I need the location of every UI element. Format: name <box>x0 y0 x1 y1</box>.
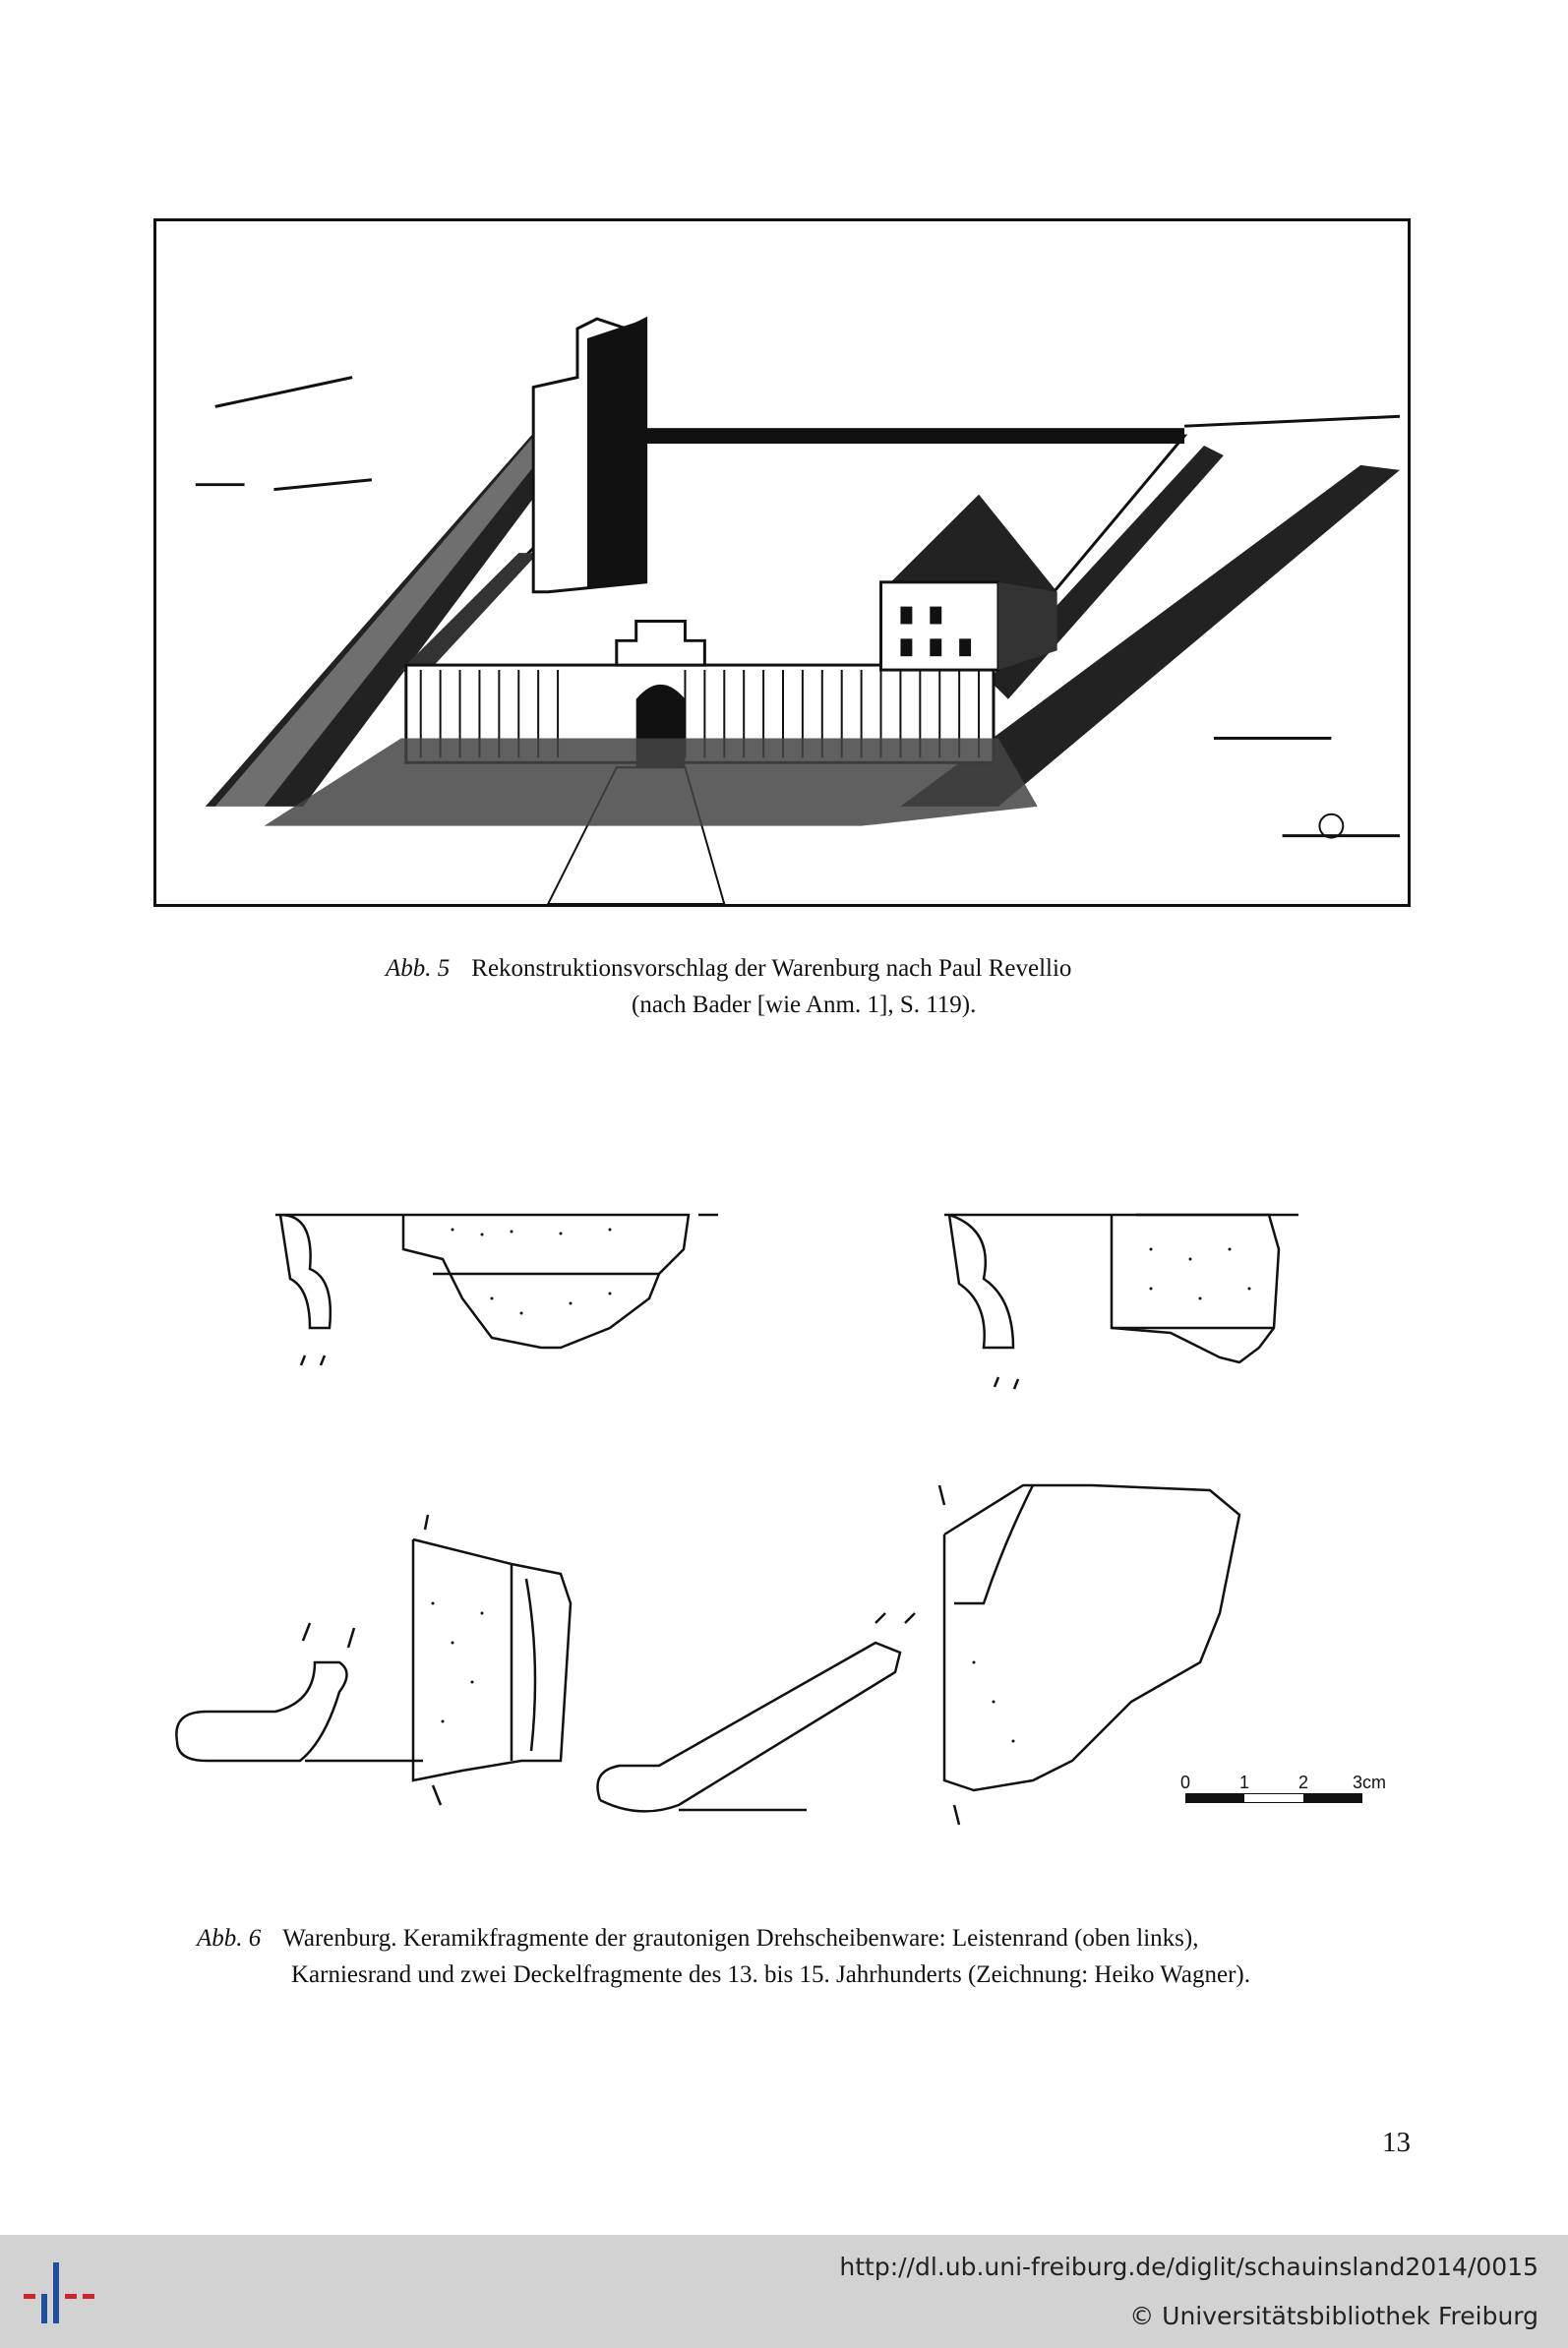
scale-bar <box>1180 1773 1386 1803</box>
figure-5-caption-line1: Rekonstruktionsvorschlag der Warenburg nach Paul Revellio <box>471 955 1072 982</box>
figure-6-caption-line2: Karniesrand und zwei Deckelfragmente des 13. bis 15. Jahrhunderts (Zeichnung: Heiko Wagner). <box>291 1961 1250 1988</box>
scale-tick-3: 3cm <box>1353 1773 1387 1792</box>
figure-5-caption <box>386 950 1271 1023</box>
figure-6-label: Abb. 6 <box>197 1925 262 1952</box>
figure-6-caption-line1: Warenburg. Keramikfragmente der grautonigen Drehscheibenware: Leistenrand (oben links), <box>282 1925 1199 1952</box>
scale-tick-1: 1 <box>1239 1773 1250 1792</box>
figure-6-caption <box>197 1920 1436 1993</box>
scale-tick-2: 2 <box>1298 1773 1309 1792</box>
footer-bar <box>0 2235 1568 2348</box>
copyright-notice: © Universitätsbibliothek Freiburg <box>1129 2302 1538 2330</box>
figure-5-label: Abb. 5 <box>386 955 451 982</box>
document-url-link[interactable]: http://dl.ub.uni-freiburg.de/diglit/schauinsland2014/0015 <box>839 2253 1538 2281</box>
ub-freiburg-logo-icon <box>20 2255 98 2333</box>
page-number: 13 <box>1382 2127 1411 2158</box>
figure-5-caption-line2: (nach Bader [wie Anm. 1], S. 119). <box>632 992 977 1018</box>
figure-6-ceramic-fragments <box>167 1190 1417 1859</box>
figure-5-castle-drawing <box>153 218 1411 907</box>
scale-tick-0: 0 <box>1180 1773 1191 1792</box>
